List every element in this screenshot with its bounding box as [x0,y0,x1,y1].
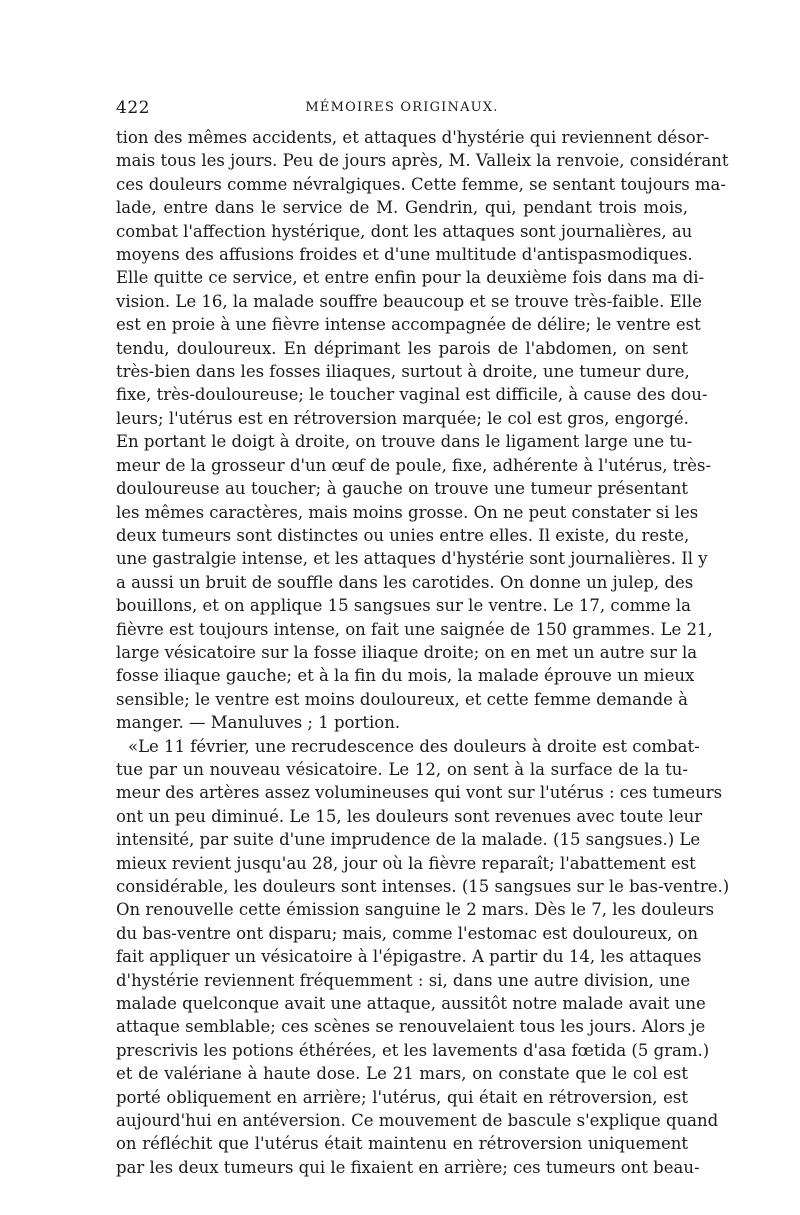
text-line: porté obliquement en arrière; l'utérus, qui était en rétroversion, est [116,1087,688,1107]
text-line: sensible; le ventre est moins douloureux, et cette femme demande à [116,689,688,709]
text-line: une gastralgie intense, et les attaques d'hystérie sont journalières. Il y [116,549,708,569]
text-line: tion des mêmes accidents, et attaques d'hystérie qui reviennent désor- [116,128,710,147]
text-line: considérable, les douleurs sont intenses. (15 sangsues sur le bas-ventre.) [116,877,730,896]
text-line: «Le 11 février, une recrudescence des douleurs à droite est combat- [128,736,700,756]
text-line: malade quelconque avait une attaque, aussitôt notre malade avait une [116,994,706,1014]
text-line: intensité, par suite d'une imprudence de la malade. (15 sangsues.) Le [116,830,701,850]
text-line: tendu, douloureux. En déprimant les parois de l'abdomen, on sent [116,338,688,358]
text-line: d'hystérie reviennent fréquemment : si, dans une autre division, une [116,970,691,990]
paragraph [116,126,729,735]
text-line: a aussi un bruit de souffle dans les carotides. On donne un julep, des [116,572,694,592]
text-line: meur des artères assez volumineuses qui vont sur l'utérus : ces tumeurs [116,783,723,803]
text-line: du bas-ventre ont disparu; mais, comme l'estomac est douloureux, on [116,923,699,943]
body-text [116,126,730,1179]
text-line: bouillons, et on applique 15 sangsues sur le ventre. Le 17, comme la [116,596,691,616]
text-line: par les deux tumeurs qui le fixaient en arrière; ces tumeurs ont beau- [116,1157,700,1177]
text-line: est en proie à une fièvre intense accompagnée de délire; le ventre est [116,315,701,335]
text-line: ont un peu diminué. Le 15, les douleurs sont revenues avec toute leur [116,806,703,826]
text-line: manger. — Manuluves ; 1 portion. [116,713,401,733]
running-title: MÉMOIRES ORIGINAUX. [305,100,499,115]
text-line: fosse iliaque gauche; et à la fin du mois, la malade éprouve un mieux [116,666,695,686]
text-line: mieux revient jusqu'au 28, jour où la fièvre reparaît; l'abattement est [116,853,696,873]
text-line: aujourd'hui en antéversion. Ce mouvement de bascule s'explique quand [116,1111,719,1131]
text-line: et de valériane à haute dose. Le 21 mars, on constate que le col est [116,1064,688,1084]
text-line: prescrivis les potions éthérées, et les lavements d'asa fœtida (5 gram.) [116,1040,710,1060]
page-number: 422 [116,98,150,118]
text-line: très-bien dans les fosses iliaques, surtout à droite, une tumeur dure, [116,362,690,382]
text-line: vision. Le 16, la malade souffre beaucoup et se trouve très-faible. Elle [116,291,702,311]
text-line: tue par un nouveau vésicatoire. Le 12, on sent à la surface de la tu- [116,759,688,779]
text-line: lade, entre dans le service de M. Gendrin, qui, pendant trois mois, [116,198,688,218]
text-line: On renouvelle cette émission sanguine le 2 mars. Dès le 7, les douleurs [116,900,715,920]
text-line: large vésicatoire sur la fosse iliaque droite; on en met un autre sur la [116,642,698,662]
text-line: leurs; l'utérus est en rétroversion marquée; le col est gros, engorgé. [116,408,689,428]
text-line: deux tumeurs sont distinctes ou unies entre elles. Il existe, du reste, [116,525,690,545]
text-line: fait appliquer un vésicatoire à l'épigastre. A partir du 14, les attaques [116,947,702,967]
text-line: on réfléchit que l'utérus était maintenu en rétroversion uniquement [116,1134,688,1154]
text-line: moyens des affusions froides et d'une multitude d'antispasmodiques. [116,245,693,265]
text-line: combat l'affection hystérique, dont les attaques sont journalières, au [116,221,693,241]
text-line: douloureuse au toucher; à gauche on trouve une tumeur présentant [116,479,688,499]
paragraph [116,735,730,1180]
text-line: fièvre est toujours intense, on fait une saignée de 150 grammes. Le 21, [116,619,713,639]
text-line: meur de la grosseur d'un œuf de poule, fixe, adhérente à l'utérus, très- [116,455,712,475]
text-line: En portant le doigt à droite, on trouve dans le ligament large une tu- [116,432,693,452]
page-header [116,92,688,126]
text-line: attaque semblable; ces scènes se renouvelaient tous les jours. Alors je [116,1017,706,1037]
text-line: mais tous les jours. Peu de jours après, M. Valleix la renvoie, considérant [116,151,729,171]
document-page [116,92,730,1179]
text-line: ces douleurs comme névralgiques. Cette femme, se sentant toujours ma- [116,174,726,194]
text-line: Elle quitte ce service, et entre enfin pour la deuxième fois dans ma di- [116,268,705,288]
text-line: fixe, très-douloureuse; le toucher vaginal est difficile, à cause des dou- [116,385,708,405]
text-line: les mêmes caractères, mais moins grosse. On ne peut constater si les [116,502,699,522]
